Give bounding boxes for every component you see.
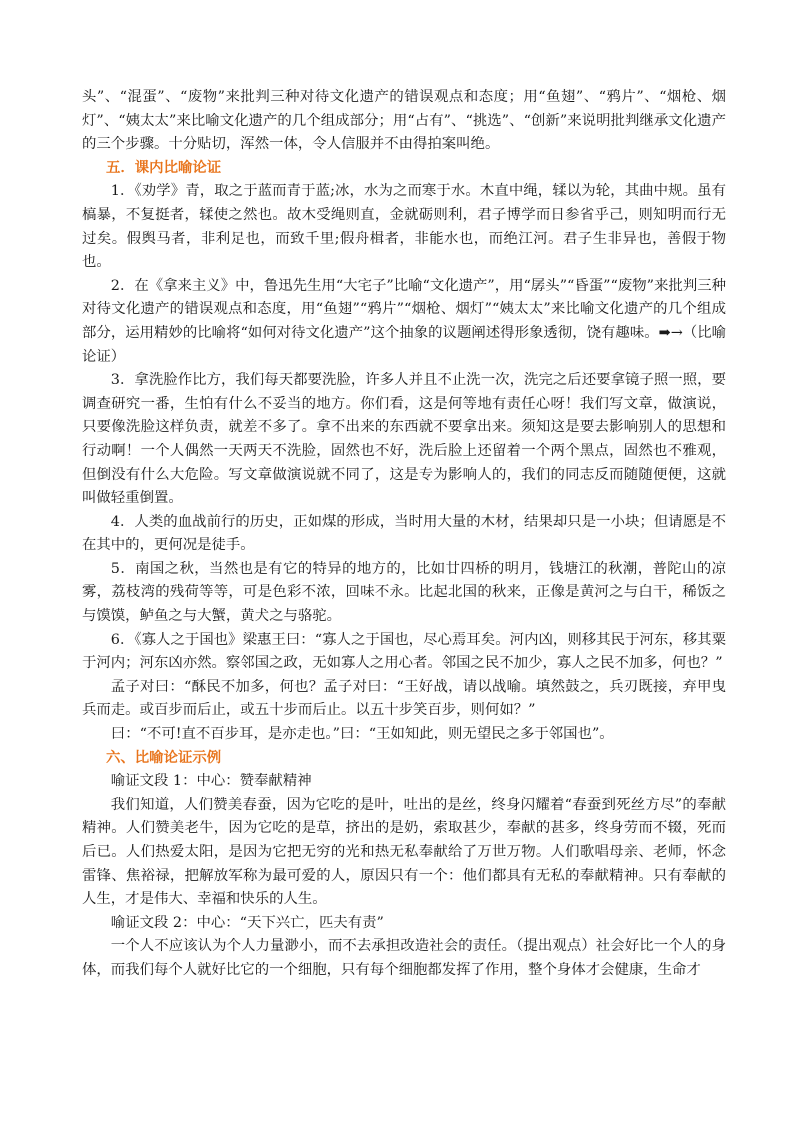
document-page <box>82 86 726 983</box>
paragraph-7: 孟子对曰：“酥民不加多，何也？孟子对曰：“王好战，请以战喻。填然鼓之，兵刃既接，弃甲曳兵而走。或百步而后止，或五十步而后止。以五十步笑百步，则何如？” <box>82 678 726 719</box>
paragraph-1: 1．《劝学》青，取之于蓝而青于蓝;冰，水为之而寒于水。木直中绳，𫐓以为轮，其曲中规。虽有槁暴，不复挺者，𫐓使之然也。故木受绳则直，金就砺则利，君子博学而日参省乎己，则知明而行无过矣。假舆马者，非利足也，而致千里;假舟楫者，非能水也，而绝江河。君子生非异也，善假于物也。 <box>82 183 726 271</box>
section-heading-5: 五．课内比喻论证 <box>106 159 222 176</box>
paragraph-2: 2．在《拿来主义》中，鲁迅先生用“大宅子”比喻“文化遗产”，用“孱头”“昏蛋”“废物”来批判三种对待文化遗产的错误观点和态度，用“鱼翅”“鸦片”“烟枪、烟灯”“姨太太”来比喻文化遗产的几个组成部分，运用精妙的比喻将“如何对待文化遗产”这个抽象的议题阐述得形象透彻，饶有趣味。➡→（比喻论证） <box>82 277 726 365</box>
paragraph-6: 6．《寡人之于国也》梁惠王曰：“寡人之于国也，尽心焉耳矣。河内凶，则移其民于河东，移其粟于河内；河东凶亦然。察邻国之政，无如寡人之用心者。邻国之民不加少，寡人之民不加多，何也？” <box>82 631 726 672</box>
example-title-2: 喻证文段 2：中心：“天下兴亡，匹夫有责” <box>110 914 384 931</box>
paragraph-4: 4．人类的血战前行的历史，正如煤的形成，当时用大量的木材，结果却只是一小块；但请愿是不在其中的，更何况是徒手。 <box>82 513 726 554</box>
paragraph-3: 3．拿洗脸作比方，我们每天都要洗脸，许多人并且不止洗一次，洗完之后还要拿镜子照一照，要调查研究一番，生怕有什么不妥当的地方。你们看，这是何等地有责任心呀！我们写文章，做演说，只要像洗脸这样负责，就差不多了。拿不出来的东西就不要拿出来。须知这是要去影响别人的思想和行动啊！一个人偶然一天两天不洗脸，固然也不好，洗后脸上还留着一个两个黑点，固然也不雅观，但倒没有什么大危险。写文章做演说就不同了，这是专为影响人的，我们的同志反而随随便便，这就叫做轻重倒置。 <box>82 372 726 507</box>
paragraph-5: 5．南国之秋，当然也是有它的特异的地方的，比如廿四桥的明月，钱塘江的秋潮，普陀山的凉雾，荔枝湾的残荷等等，可是色彩不浓，回味不永。比起北国的秋来，正像是黄河之与白干，稀饭之与馍馍，鲈鱼之与大蟹，黄犬之与骆驼。 <box>82 560 726 625</box>
example-body-2: 一个人不应该认为个人力量渺小，而不去承担改造社会的责任。（提出观点）社会好比一个人的身体，而我们每个人就好比它的一个细胞，只有每个细胞都发挥了作用，整个身体才会健康，生命才 <box>82 938 726 978</box>
section-heading-6: 六、比喻论证示例 <box>106 749 222 766</box>
example-title-1: 喻证文段 1：中心：赞奉献精神 <box>110 773 312 790</box>
example-body-1: 我们知道，人们赞美春蚕，因为它吃的是叶，吐出的是丝，终身闪耀着“春蚕到死丝方尽”的奉献精神。人们赞美老牛，因为它吃的是草，挤出的是奶，索取甚少，奉献的甚多，终身劳而不辍，死而后已。人们热爱太阳，是因为它把无穷的光和热无私奉献给了万世万物。人们歌唱母亲、老师，怀念雷锋、焦裕禄，把解放军称为最可爱的人，原因只有一个：他们都具有无私的奉献精神。只有奉献的人生，才是伟大、幸福和快乐的人生。 <box>82 796 726 908</box>
paragraph-8: 曰：“不可!直不百步耳，是亦走也。”曰：“王如知此，则无望民之多于邻国也”。 <box>110 726 614 743</box>
paragraph-continuation: 头”、“混蛋”、“废物”来批判三种对待文化遗产的错误观点和态度；用“鱼翅”、“鸦片”、“烟枪、烟灯”、“姨太太”来比喻文化遗产的几个组成部分；用“占有”、“挑选”、“创新”来说明批判继承文化遗产的三个步骤。十分贴切，浑然一体，令人信服并不由得拍案叫绝。 <box>82 89 726 153</box>
